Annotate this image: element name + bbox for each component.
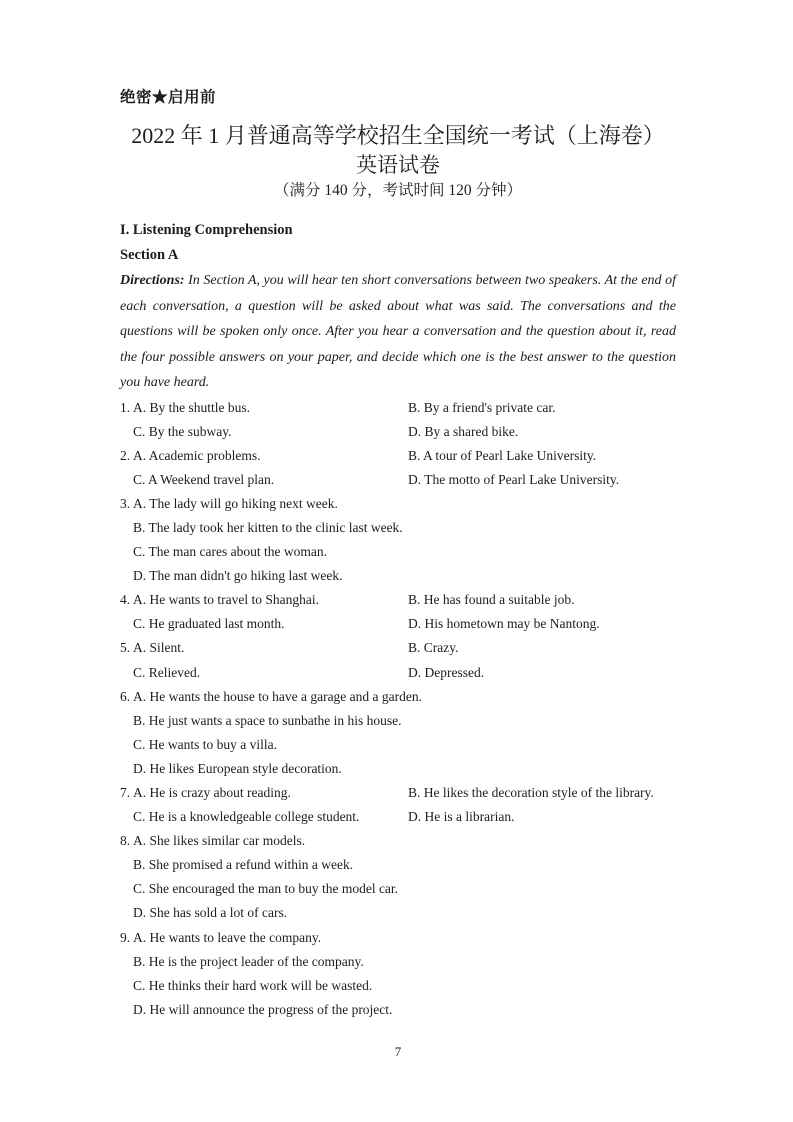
question-line [120,998,676,1022]
question-line [120,685,676,709]
question-number: 2. [120,447,131,463]
answer-option: A. She likes similar car models. [133,833,306,849]
question-line [120,661,676,685]
answer-option: B. The lady took her kitten to the clinic last week. [133,519,403,535]
question-line [120,805,676,829]
question-number: 7. [120,785,131,800]
directions-text: In Section A, you will hear ten short conversations between two speakers. At the end of each conversation, a question will be asked about what was said. The conversations and the questions will be spoken only once. After you hear a conversation and the question about it, read the four possible answers on your paper, and decide which one is the best answer to the question you have heard. [120,273,676,390]
answer-option: B. A tour of Pearl Lake University. [408,447,597,463]
question-number: 4. [120,592,131,608]
question-line [120,396,676,420]
question-line [120,516,676,540]
question-line [120,444,676,468]
answer-option: C. A Weekend travel plan. [133,471,275,487]
question-line [120,877,676,901]
question-line [120,420,676,444]
question-line [120,926,676,950]
question-line [120,564,676,588]
question-line [120,709,676,733]
question-number: 9. [120,929,131,945]
answer-option: A. Academic problems. [133,447,261,463]
answer-option: C. He thinks their hard work will be wasted. [133,977,373,993]
question-line [120,781,676,805]
answer-option: B. He likes the decoration style of the library. [408,785,654,800]
question-line [120,588,676,612]
answer-option: A. He wants to leave the company. [133,929,322,945]
answer-option: D. The man didn't go hiking last week. [133,568,343,584]
question-number: 8. [120,833,131,849]
answer-option: A. Silent. [133,640,185,656]
directions-paragraph [120,268,676,396]
directions-label: Directions: [120,273,185,288]
answer-option: D. By a shared bike. [408,423,519,439]
answer-option: C. He graduated last month. [133,616,285,632]
answer-option: D. He is a librarian. [408,809,515,825]
question-number: 1. [120,399,131,415]
question-line [120,636,676,660]
exam-info: （满分 140 分，考试时间 120 分钟） [273,182,522,199]
answer-option: C. The man cares about the woman. [133,544,327,560]
answer-option: A. The lady will go hiking next week. [133,495,338,511]
section-a-heading: Section A [120,247,179,263]
page-number: 7 [394,1043,402,1059]
answer-option: A. He wants to travel to Shanghai. [133,592,319,608]
answer-option: B. Crazy. [408,640,459,656]
answer-option: D. Depressed. [408,664,485,680]
question-line [120,829,676,853]
answer-option: D. The motto of Pearl Lake University. [408,471,620,487]
answer-option: C. Relieved. [133,664,201,680]
answer-option: C. He wants to buy a villa. [133,736,277,752]
question-number: 6. [120,688,131,704]
question-line [120,468,676,492]
answer-option: A. He wants the house to have a garage and a garden. [133,688,423,704]
question-list [120,396,676,1022]
exam-title: 2022 年 1 月普通高等学校招生全国统一考试（上海卷） [131,123,665,148]
answer-option: D. She has sold a lot of cars. [133,905,288,921]
answer-option: A. He is crazy about reading. [133,785,291,800]
answer-option: D. He likes European style decoration. [133,760,342,776]
answer-option: B. She promised a refund within a week. [133,857,354,873]
answer-option: C. By the subway. [133,423,232,439]
answer-option: A. By the shuttle bus. [133,399,250,415]
answer-option: B. He is the project leader of the company. [133,953,364,969]
question-line [120,757,676,781]
answer-option: D. His hometown may be Nantong. [408,616,600,632]
question-number: 5. [120,640,131,656]
exam-subject-title: 英语试卷 [356,153,440,177]
question-line [120,950,676,974]
answer-option: B. By a friend's private car. [408,399,556,415]
question-line [120,974,676,998]
answer-option: D. He will announce the progress of the project. [133,1001,393,1017]
security-notice: 绝密★启用前 [120,89,217,106]
answer-option: B. He has found a suitable job. [408,592,575,608]
question-number: 3. [120,495,131,511]
question-line [120,540,676,564]
question-line [120,492,676,516]
question-line [120,733,676,757]
question-line [120,853,676,877]
part-heading-listening: I. Listening Comprehension [120,222,293,238]
answer-option: C. He is a knowledgeable college student. [133,809,360,825]
question-line [120,612,676,636]
question-line [120,901,676,925]
answer-option: B. He just wants a space to sunbathe in his house. [133,712,402,728]
answer-option: C. She encouraged the man to buy the model car. [133,881,399,897]
